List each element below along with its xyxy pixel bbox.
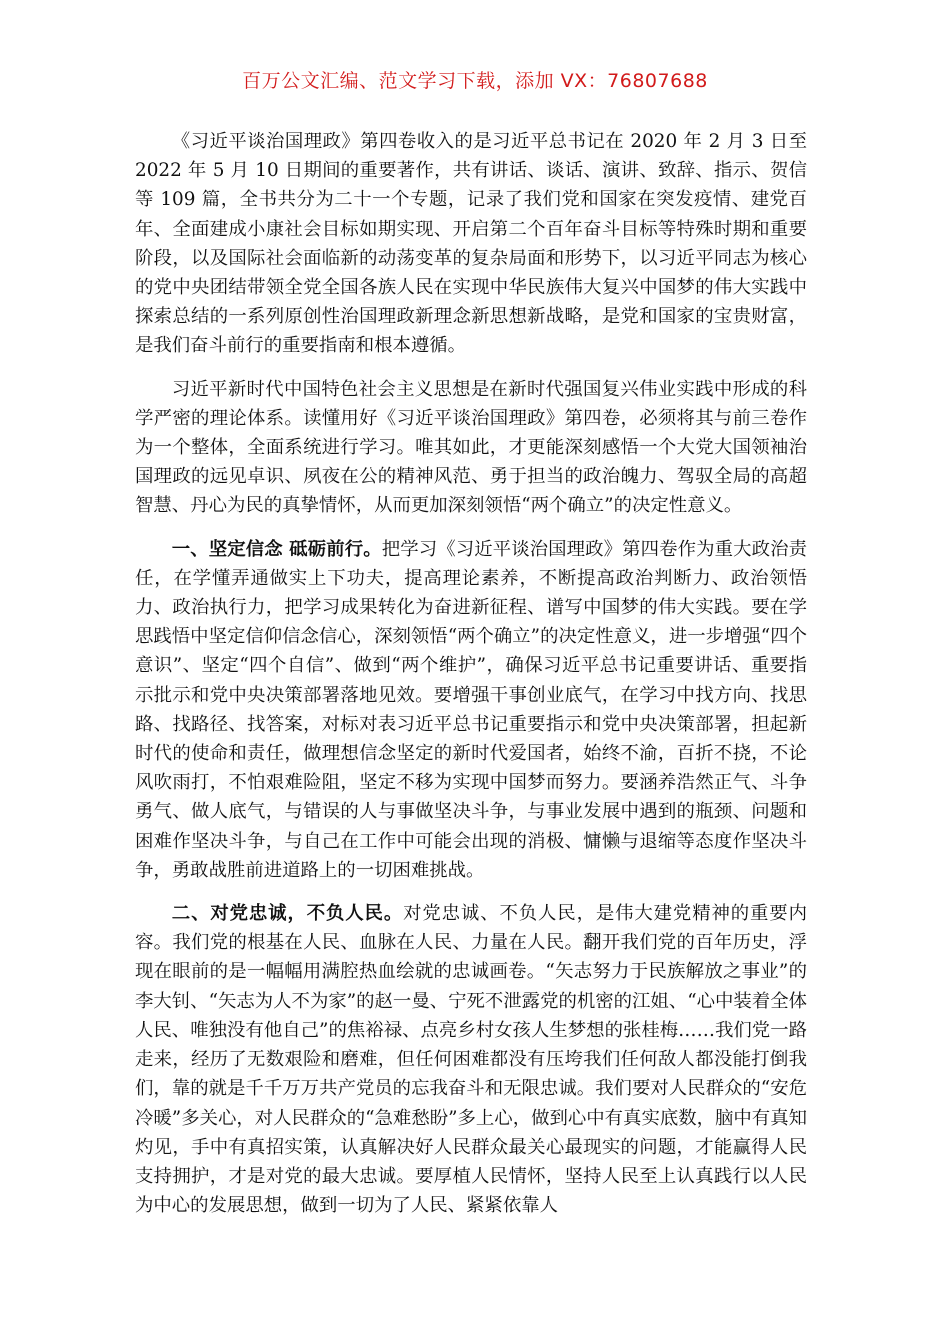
paragraph-text: 对党忠诚、不负人民，是伟大建党精神的重要内容。我们党的根基在人民、血脉在人民、力量在人民。翻开我们党的百年历史，浮现在眼前的是一幅幅用满腔热血绘就的忠诚画卷。“矢志努力于民族解放之事业”的李大钊、“矢志为人不为家”的赵一曼、宁死不泄露党的机密的江姐、“心中装着全体人民、唯独没有他自己”的焦裕禄、点亮乡村女孩人生梦想的张桂梅……我们党一路走来，经历了无数艰险和磨难，但任何困难都没有压垮我们任何敌人都没能打倒我们，靠的就是千千万万共产党员的忘我奋斗和无限忠诚。我们要对人民群众的“安危冷暖”多关心，对人民群众的“急难愁盼”多上心，做到心中有真实底数，脑中有真知灼见，手中有真招实策，认真解决好人民群众最关心最现实的问题，才能赢得人民支持拥护，才是对党的最大忠诚。要厚植人民情怀，坚持人民至上认真践行以人民为中心的发展思想，做到一切为了人民、紧紧依靠人 [135, 903, 807, 1217]
watermark-header: 百万公文汇编、范文学习下载，添加 VX：76807688 [242, 70, 708, 92]
paragraph-intro [135, 127, 807, 361]
paragraph-text: 习近平新时代中国特色社会主义思想是在新时代强国复兴伟业实践中形成的科学严密的理论体系。读懂用好《习近平谈治国理政》第四卷，必须将其与前三卷作为一个整体，全面系统进行学习。唯其如此，才更能深刻感悟一个大党大国领袖治国理政的远见卓识、夙夜在公的精神风范、勇于担当的政治魄力、驾驭全局的高超智慧、丹心为民的真挚情怀，从而更加深刻领悟“两个确立”的决定性意义。 [135, 378, 807, 517]
section-heading: 二、对党忠诚，不负人民。 [171, 903, 404, 925]
paragraph-thought [135, 375, 807, 521]
section-heading: 一、坚定信念 砥砺前行。 [171, 538, 382, 560]
paragraph-text: 把学习《习近平谈治国理政》第四卷作为重大政治责任，在学懂弄通做实上下功夫，提高理论素养，不断提高政治判断力、政治领悟力、政治执行力，把学习成果转化为奋进新征程、谱写中国梦的伟大实践。要在学思践悟中坚定信仰信念信心，深刻领悟“两个确立”的决定性意义，进一步增强“四个意识”、坚定“四个自信”、做到“两个维护”，确保习近平总书记重要讲话、重要指示批示和党中央决策部署落地见效。要增强干事创业底气，在学习中找方向、找思路、找路径、找答案，对标对表习近平总书记重要指示和党中央决策部署，担起新时代的使命和责任，做理想信念坚定的新时代爱国者，始终不渝，百折不挠，不论风吹雨打，不怕艰难险阻，坚定不移为实现中国梦而努力。要涵养浩然正气、斗争勇气、做人底气，与错误的人与事做坚决斗争，与事业发展中遇到的瓶颈、问题和困难作坚决斗争，与自己在工作中可能会出现的消极、慵懒与退缩等态度作坚决斗争，勇敢战胜前进道路上的一切困难挑战。 [135, 538, 807, 881]
paragraph-text: 《习近平谈治国理政》第四卷收入的是习近平总书记在 2020 年 2 月 3 日至 2022 年 5 月 10 日期间的重要著作，共有讲话、谈话、演讲、致辞、指示、贺信等 109 篇，全书共分为二十一个专题，记录了我们党和国家在突发疫情、建党百年、全面建成小康社会目标如期实现、开启第二个百年奋斗目标等特殊时期和重要阶段，以及国际社会面临新的动荡变革的复杂局面和形势下，以习近平同志为核心的党中央团结带领全党全国各族人民在实现中华民族伟大复兴中国梦的伟大实践中探索总结的一系列原创性治国理政新理念新思想新战略，是党和国家的宝贵财富，是我们奋斗前行的重要指南和根本遵循。 [135, 131, 807, 357]
paragraph-section-two [135, 899, 807, 1220]
document-body [135, 127, 807, 1234]
paragraph-section-one [135, 535, 807, 885]
